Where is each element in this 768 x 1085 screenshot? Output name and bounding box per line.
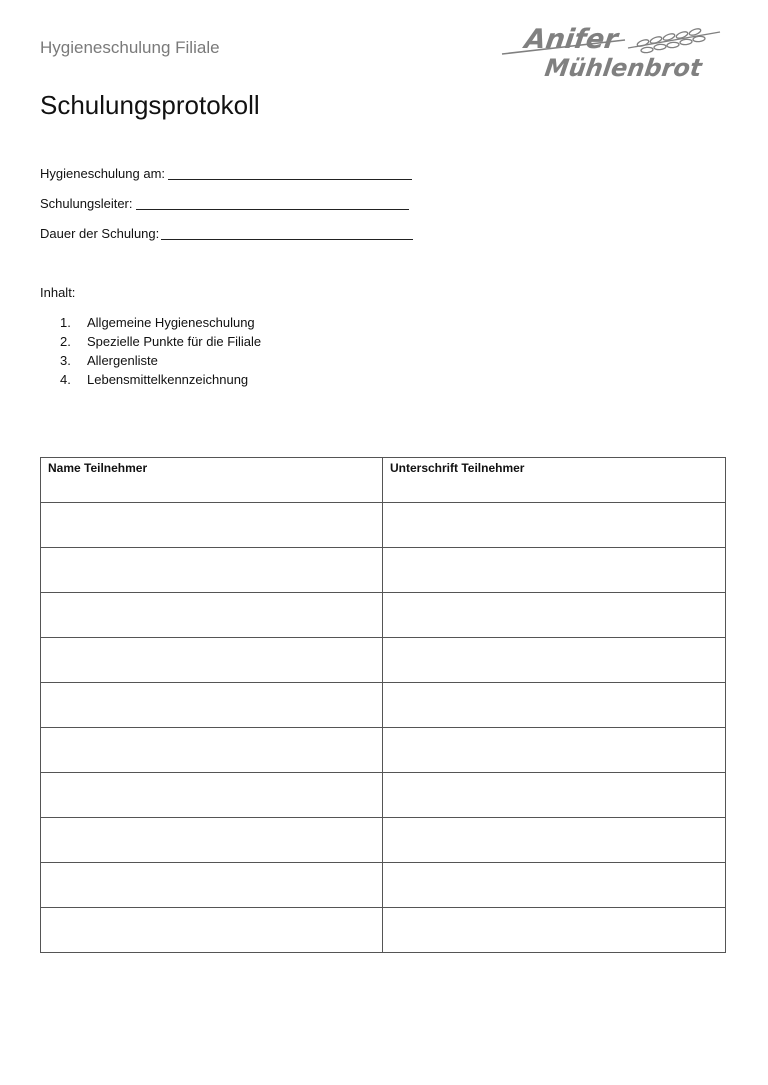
list-item (60, 370, 261, 389)
signature-cell[interactable] (383, 773, 726, 818)
signature-cell[interactable] (383, 908, 726, 953)
list-number: 4. (60, 372, 71, 387)
list-item (60, 351, 261, 370)
list-text: Spezielle Punkte für die Filiale (87, 334, 262, 349)
company-logo (500, 18, 722, 84)
name-cell[interactable] (41, 773, 383, 818)
table-row (41, 503, 726, 548)
table-row (41, 548, 726, 593)
signature-cell[interactable] (383, 638, 726, 683)
name-cell[interactable] (41, 593, 383, 638)
name-cell[interactable] (41, 908, 383, 953)
list-text: Lebensmittelkennzeichnung (87, 372, 249, 387)
content-label: Inhalt: (40, 285, 76, 300)
page-title: Schulungsprotokoll (40, 90, 260, 120)
table-row (41, 863, 726, 908)
name-cell[interactable] (41, 683, 383, 728)
table-row (41, 728, 726, 773)
signature-cell[interactable] (383, 548, 726, 593)
name-cell[interactable] (41, 818, 383, 863)
name-cell[interactable] (41, 728, 383, 773)
column-header-name: Name Teilnehmer (41, 458, 383, 503)
list-item (60, 313, 261, 332)
table-row (41, 773, 726, 818)
participants-table (40, 457, 726, 953)
column-header-signature: Unterschrift Teilnehmer (383, 458, 726, 503)
list-number: 3. (60, 353, 71, 368)
list-number: 2. (60, 334, 71, 349)
content-list (60, 313, 261, 389)
list-text: Allergenliste (87, 353, 158, 368)
list-item (60, 332, 261, 351)
training-date-label: Hygieneschulung am: (40, 166, 166, 181)
table-row (41, 593, 726, 638)
name-cell[interactable] (41, 638, 383, 683)
name-cell[interactable] (41, 863, 383, 908)
signature-cell[interactable] (383, 818, 726, 863)
table-row (41, 818, 726, 863)
signature-cell[interactable] (383, 728, 726, 773)
wheat-ear-icon (628, 28, 720, 54)
signature-cell[interactable] (383, 683, 726, 728)
svg-text:Mühlenbrot: Mühlenbrot (543, 54, 704, 82)
name-cell[interactable] (41, 503, 383, 548)
svg-text:Anifer: Anifer (522, 24, 620, 55)
name-cell[interactable] (41, 548, 383, 593)
trainer-line (136, 209, 409, 210)
table-row (41, 638, 726, 683)
list-number: 1. (60, 315, 71, 330)
list-text: Allgemeine Hygieneschulung (87, 315, 255, 330)
trainer-label: Schulungsleiter: (40, 196, 133, 211)
signature-cell[interactable] (383, 503, 726, 548)
table-header-row (41, 458, 726, 503)
signature-cell[interactable] (383, 593, 726, 638)
signature-cell[interactable] (383, 863, 726, 908)
table-row (41, 683, 726, 728)
training-duration-label: Dauer der Schulung: (40, 226, 160, 241)
training-date-line (168, 179, 412, 180)
table-row (41, 908, 726, 953)
training-duration-line (161, 239, 413, 240)
document-subtitle: Hygieneschulung Filiale (40, 38, 220, 57)
